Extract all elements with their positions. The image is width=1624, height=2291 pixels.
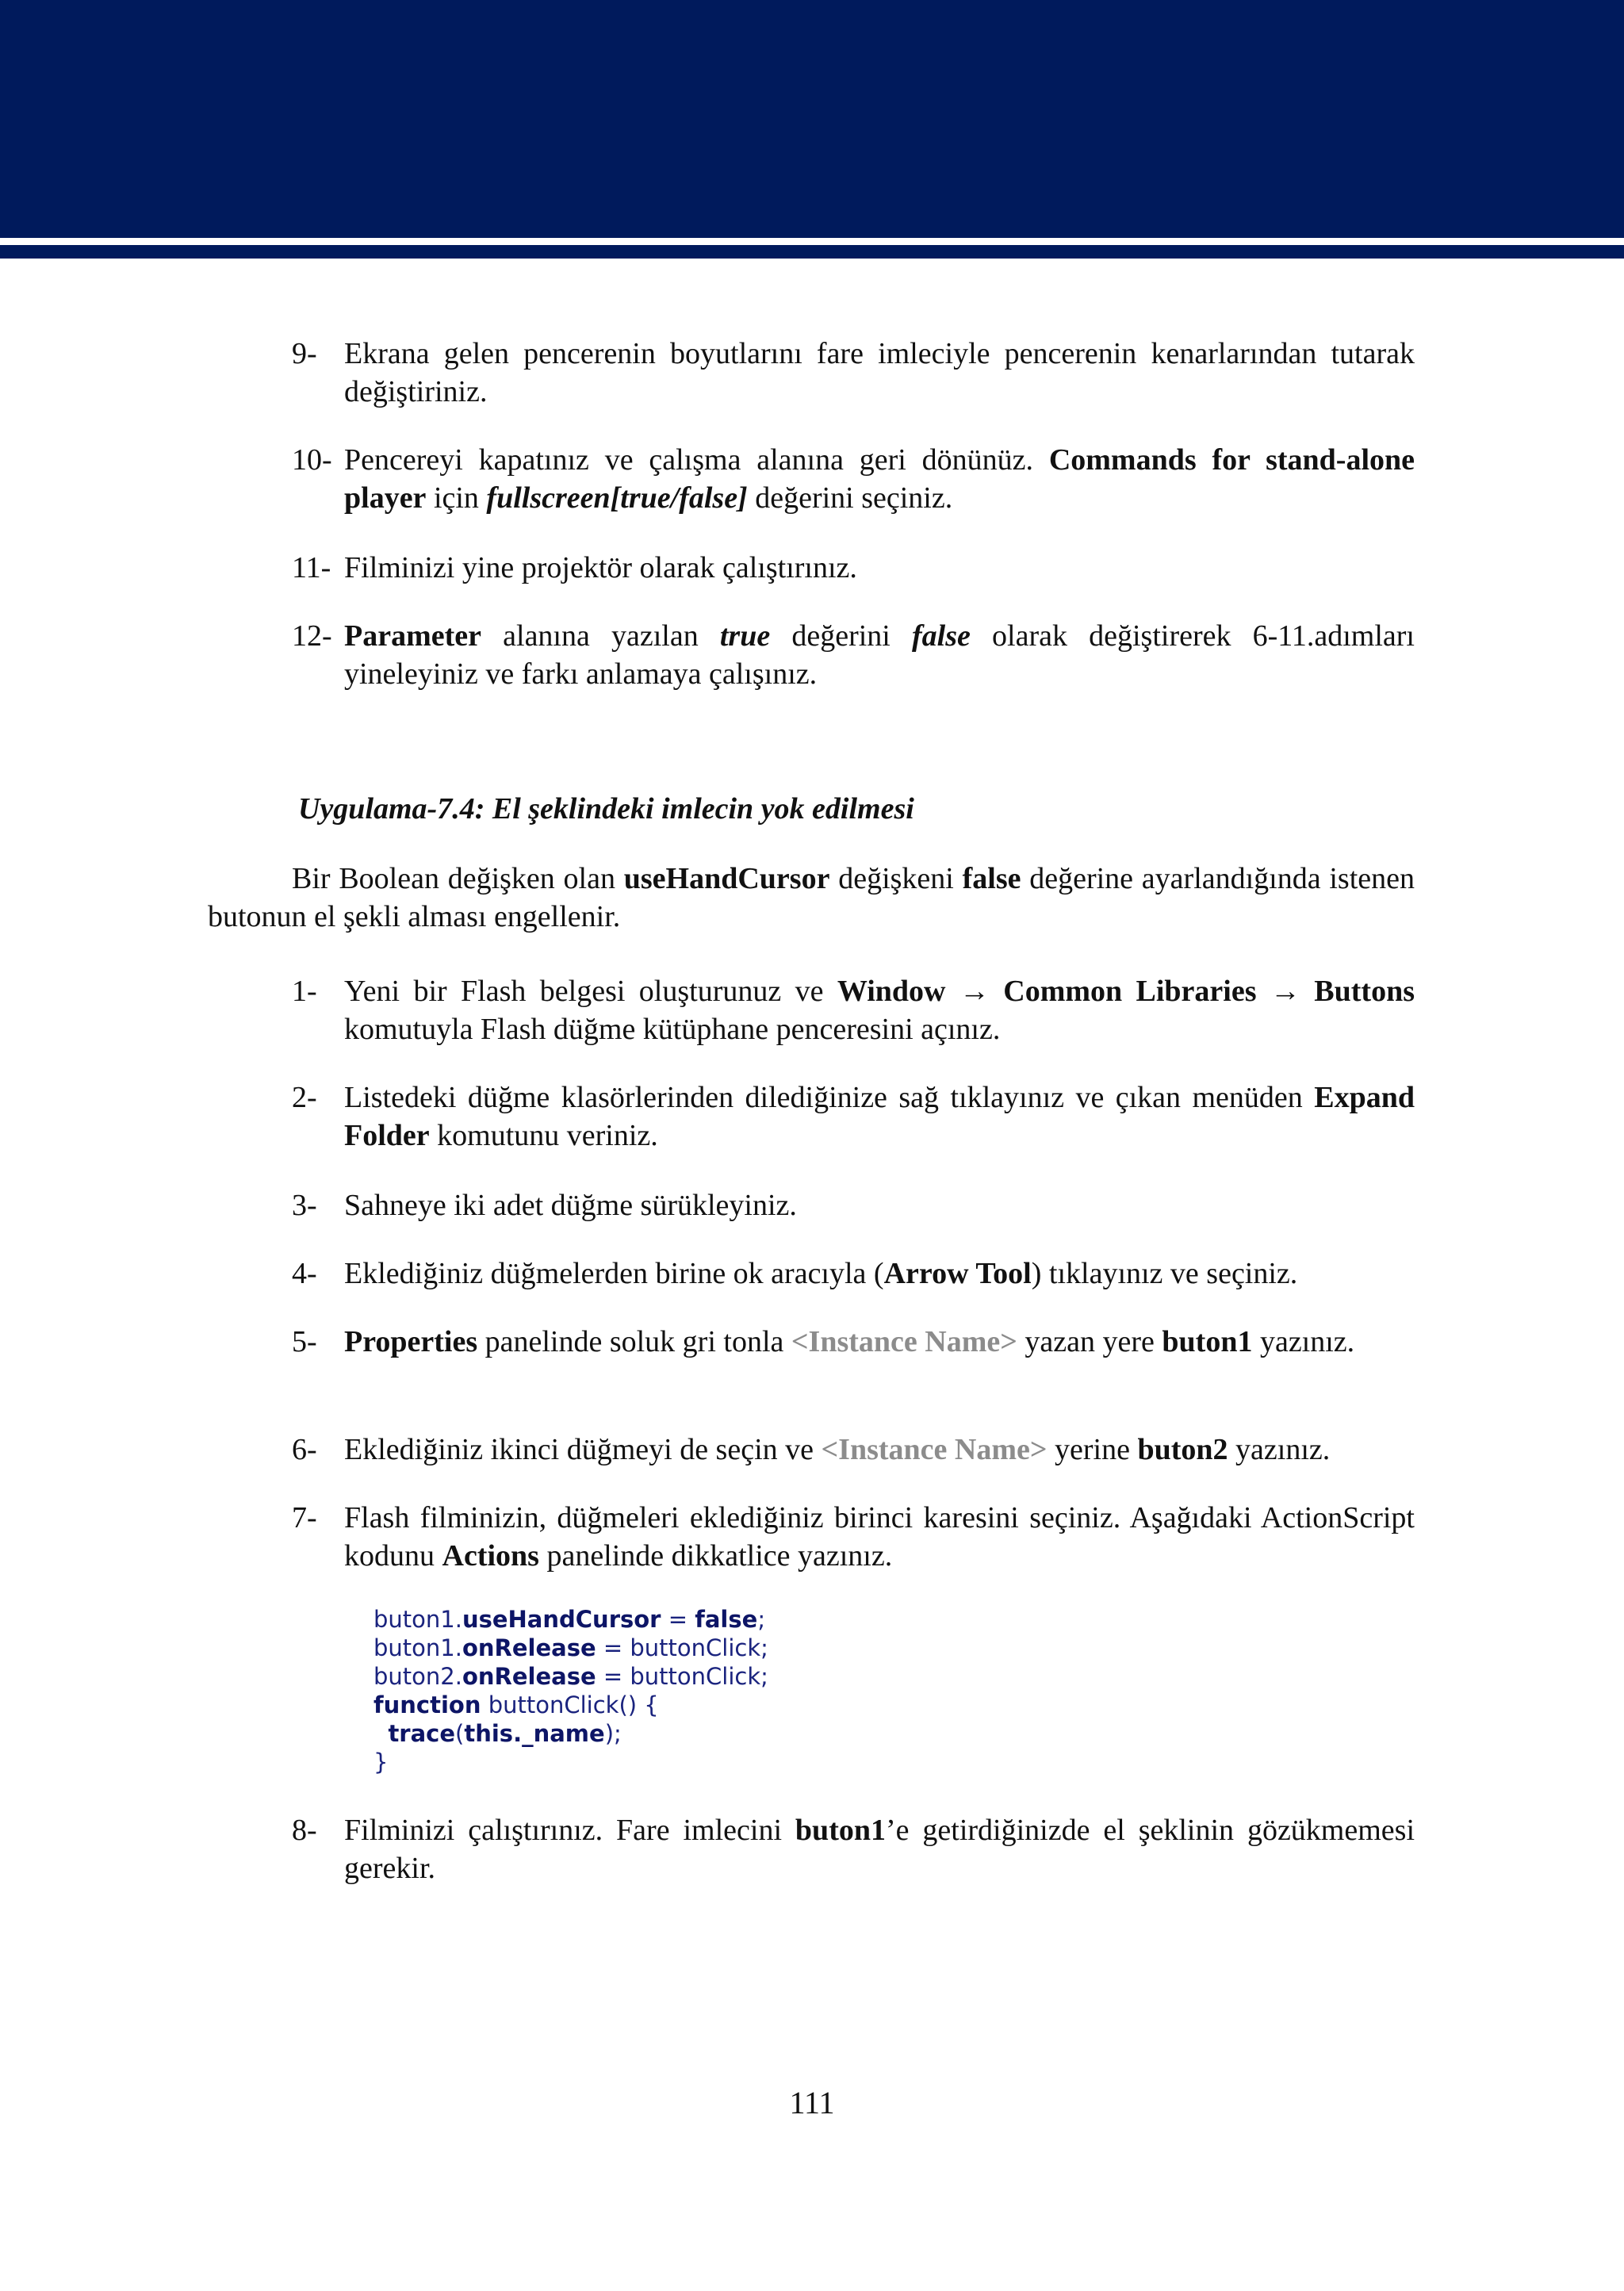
list-item [292,1323,1415,1399]
item-number: 10- [292,443,332,477]
item-number: 8- [292,1814,317,1847]
intro-paragraph: Bir Boolean değişken olan useHandCursor değişkeni false değerine ayarlandığında istenen butonun el şekli alması engellenir. [208,862,1415,933]
code-line: function buttonClick() { [373,1691,659,1718]
list-item [292,1499,1415,1575]
code-line: buton2.onRelease = buttonClick; [373,1663,768,1690]
item-text: Filminizi çalıştırınız. Fare imlecini buton1’e getirdiğinizde el şeklinin gözükmemesi gerekir. [344,1814,1415,1885]
list-item [292,1186,1415,1224]
item-number: 12- [292,619,332,653]
item-number: 4- [292,1257,317,1290]
section-heading: Uygulama-7.4: El şeklindeki imlecin yok edilmesi [298,792,914,826]
item-number: 1- [292,975,317,1008]
list-item [292,1431,1415,1469]
list-item [292,1255,1415,1293]
page-number: 111 [789,2085,835,2121]
item-number: 7- [292,1501,317,1534]
list-item [292,972,1415,1048]
code-line: } [373,1749,389,1776]
item-text: Filminizi yine projektör olarak çalıştırınız. [344,551,857,584]
item-number: 2- [292,1081,317,1114]
code-block [373,1605,768,1776]
item-number: 11- [292,551,331,584]
header-rule [0,245,1624,259]
list-item [292,335,1415,411]
list-item [292,441,1415,517]
item-number: 3- [292,1189,317,1222]
item-text: Listedeki düğme klasörlerinden dilediğinize sağ tıklayınız ve çıkan menüden Expand Folder komutunu veriniz. [344,1081,1415,1152]
code-line: buton1.onRelease = buttonClick; [373,1634,768,1661]
list-item [292,549,1415,587]
item-text: Eklediğiniz ikinci düğmeyi de seçin ve <Instance Name> yerine buton2 yazınız. [344,1433,1331,1466]
list-item [292,1078,1415,1155]
header-band [0,0,1624,238]
code-line: buton1.useHandCursor = false; [373,1606,766,1633]
item-text: Pencereyi kapatınız ve çalışma alanına geri dönünüz. Commands for stand-alone player için fullscreen[true/false] değerini seçiniz. [344,443,1415,515]
code-line: trace(this._name); [388,1720,622,1747]
item-text: Sahneye iki adet düğme sürükleyiniz. [344,1189,797,1222]
item-text: Yeni bir Flash belgesi oluşturunuz ve Window → Common Libraries → Buttons komutuyla Flash düğme kütüphane penceresini açınız. [344,975,1415,1046]
item-text: Properties panelinde soluk gri tonla <Instance Name> yazan yere buton1 yazınız. [344,1325,1355,1358]
list-item [292,1811,1415,1887]
list-item [292,617,1415,693]
item-number: 5- [292,1325,317,1358]
arrow-icon: → [1270,975,1300,1008]
item-number: 9- [292,337,317,370]
item-text: Parameter alanına yazılan true değerini false olarak değiştirerek 6-11.adımları yineleyiniz ve farkı anlamaya çalışınız. [344,619,1415,691]
item-text: Flash filminizin, düğmeleri eklediğiniz birinci karesini seçiniz. Aşağıdaki ActionScript kodunu Actions panelinde dikkatlice yazınız. [344,1501,1415,1573]
item-number: 6- [292,1433,317,1466]
item-text: Ekrana gelen pencerenin boyutlarını fare imleciyle pencerenin kenarlarından tutarak değiştiriniz. [344,337,1415,408]
item-text: Eklediğiniz düğmelerden birine ok aracıyla (Arrow Tool) tıklayınız ve seçiniz. [344,1257,1298,1290]
arrow-icon: → [959,975,990,1008]
